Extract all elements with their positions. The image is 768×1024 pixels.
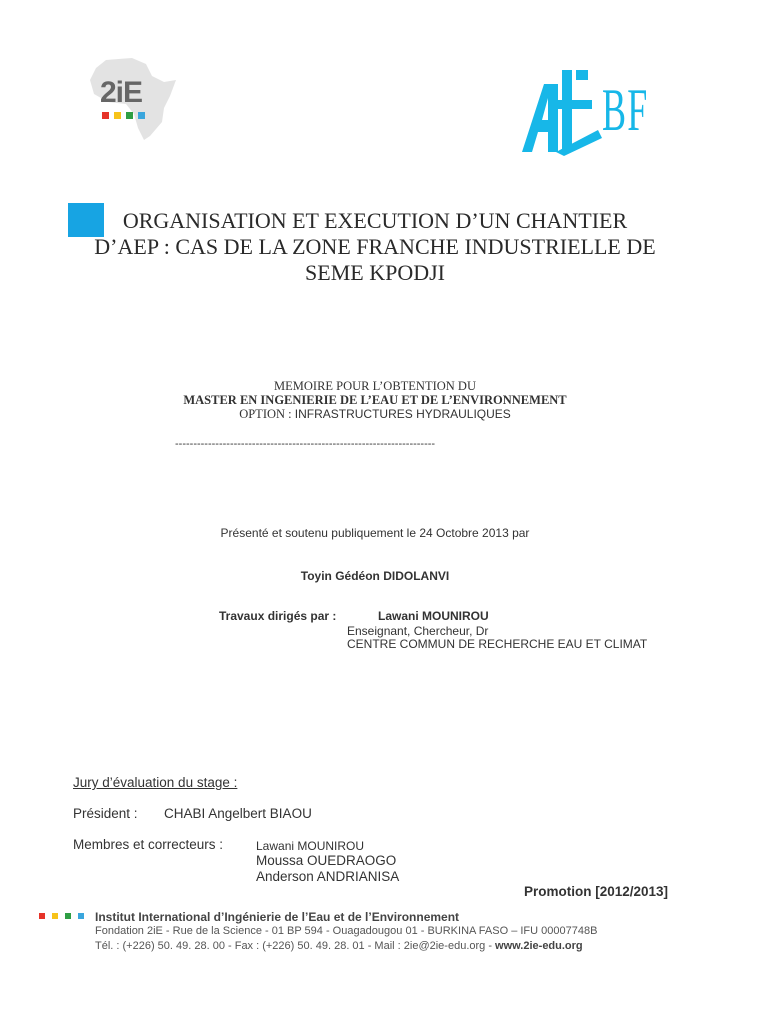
separator-line: -----------------------------------------------------------------------	[175, 438, 436, 450]
option-value: INFRASTRUCTURES HYDRAULIQUES	[294, 407, 511, 421]
memoire-line: MEMOIRE POUR L’OBTENTION DU	[274, 379, 476, 393]
option-label: OPTION :	[239, 407, 295, 421]
aibf-logo	[520, 70, 660, 156]
footer-contact	[95, 940, 583, 952]
supervisor-role: Enseignant, Chercheur, Dr	[347, 624, 489, 638]
aibf-logo-text: BF	[602, 77, 649, 143]
president-name: CHABI Angelbert BIAOU	[164, 806, 312, 821]
master-line: MASTER EN INGENIERIE DE L’EAU ET DE L’ENVIRONNEMENT	[183, 393, 567, 407]
jury-member: Anderson ANDRIANISA	[256, 869, 400, 884]
option-line	[0, 407, 750, 422]
jury-title: Jury d’évaluation du stage :	[73, 775, 238, 790]
website-link[interactable]: www.2ie-edu.org	[495, 940, 583, 952]
jury-member: Lawani MOUNIROU	[256, 839, 365, 853]
supervisor-label: Travaux dirigés par :	[219, 609, 337, 623]
supervisor-name: Lawani MOUNIROU	[378, 609, 489, 623]
2ie-logo-text: 2iE	[100, 76, 143, 109]
2ie-logo	[86, 56, 178, 142]
aibf-emblem-icon	[520, 70, 610, 156]
institute-name: Institut International d’Ingénierie de l’Eau et de l’Environnement	[95, 910, 460, 924]
document-title	[60, 208, 690, 286]
footer-color-squares	[39, 913, 84, 919]
2ie-logo-color-squares	[102, 112, 145, 119]
footer-contact-text: Tél. : (+226) 50. 49. 28. 00 - Fax : (+226) 50. 49. 28. 01 - Mail : 2ie@2ie-edu.org -	[95, 940, 496, 952]
jury-member: Moussa OUEDRAOGO	[256, 853, 397, 868]
supervisor-center: CENTRE COMMUN DE RECHERCHE EAU ET CLIMAT	[347, 637, 648, 651]
title-line-2: D’AEP : CAS DE LA ZONE FRANCHE INDUSTRIELLE DE	[94, 234, 656, 259]
promotion: Promotion [2012/2013]	[524, 884, 669, 899]
title-line-1: ORGANISATION ET EXECUTION D’UN CHANTIER	[122, 208, 628, 233]
title-line-3: SEME KPODJI	[305, 260, 445, 285]
president-label: Président :	[73, 806, 138, 821]
members-label: Membres et correcteurs :	[73, 837, 224, 852]
presentation-date: Présenté et soutenu publiquement le 24 Octobre 2013 par	[220, 526, 530, 540]
student-name: Toyin Gédéon DIDOLANVI	[300, 569, 450, 583]
footer-address: Fondation 2iE - Rue de la Science - 01 BP 594 - Ouagadougou 01 - BURKINA FASO – IFU 00007748B	[95, 925, 598, 937]
